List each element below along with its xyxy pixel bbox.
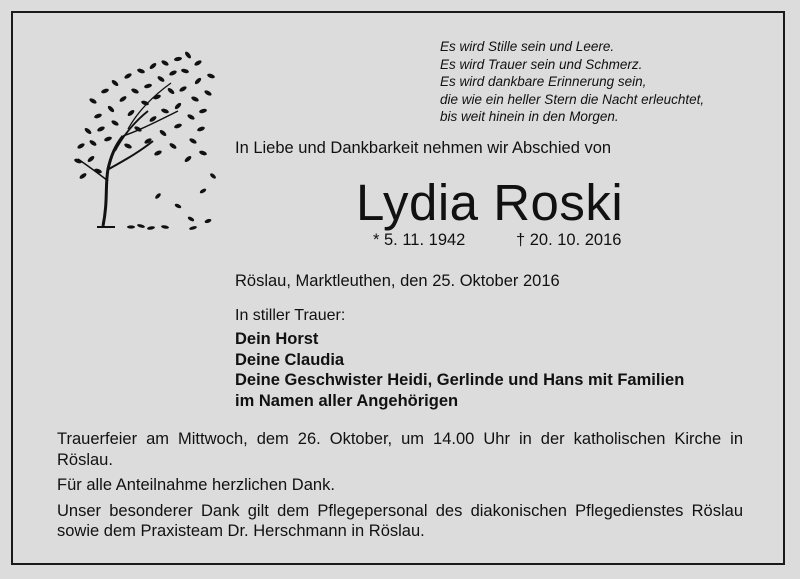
- mourner: im Namen aller Angehörigen: [235, 391, 459, 410]
- mourner: Dein Horst: [235, 330, 319, 348]
- thanks-text: Für alle Anteilnahme herzlichen Dank.: [57, 476, 335, 494]
- poem-line: die wie ein heller Stern die Nacht erleuchtet,: [440, 91, 705, 107]
- poem-line: bis weit hinein in den Morgen.: [440, 109, 619, 124]
- mourner: Deine Claudia: [235, 350, 345, 369]
- deceased-name: Lydia Roski: [356, 174, 624, 231]
- windblown-tree-icon: [53, 41, 228, 236]
- death-date: † 20. 10. 2016: [515, 231, 622, 249]
- footer-notes: [57, 429, 743, 547]
- funeral-info: Trauerfeier am Mittwoch, dem 26. Oktober, um 14.00 Uhr in der katholischen Kirche in Röslau.: [57, 430, 743, 469]
- life-dates: [373, 231, 621, 250]
- mourning-label: In stiller Trauer:: [235, 307, 346, 324]
- place-date: Röslau, Marktleuthen, den 25. Oktober 2016: [235, 272, 560, 290]
- poem: [440, 38, 704, 126]
- poem-line: Es wird Trauer sein und Schmerz.: [440, 56, 643, 72]
- poem-line: Es wird Stille sein und Leere.: [440, 39, 615, 54]
- poem-line: Es wird dankbare Erinnerung sein,: [440, 74, 647, 89]
- mourners-list: [235, 329, 684, 411]
- intro-text: In Liebe und Dankbarkeit nehmen wir Abschied von: [235, 139, 612, 157]
- mourner: Deine Geschwister Heidi, Gerlinde und Hans mit Familien: [235, 371, 685, 389]
- special-thanks-text: Unser besonderer Dank gilt dem Pflegepersonal des diakonischen Pflegedienstes Röslau sowie dem Praxisteam Dr. Herschmann in Röslau.: [57, 501, 743, 540]
- obituary-frame: [11, 11, 785, 565]
- birth-date: * 5. 11. 1942: [373, 231, 466, 249]
